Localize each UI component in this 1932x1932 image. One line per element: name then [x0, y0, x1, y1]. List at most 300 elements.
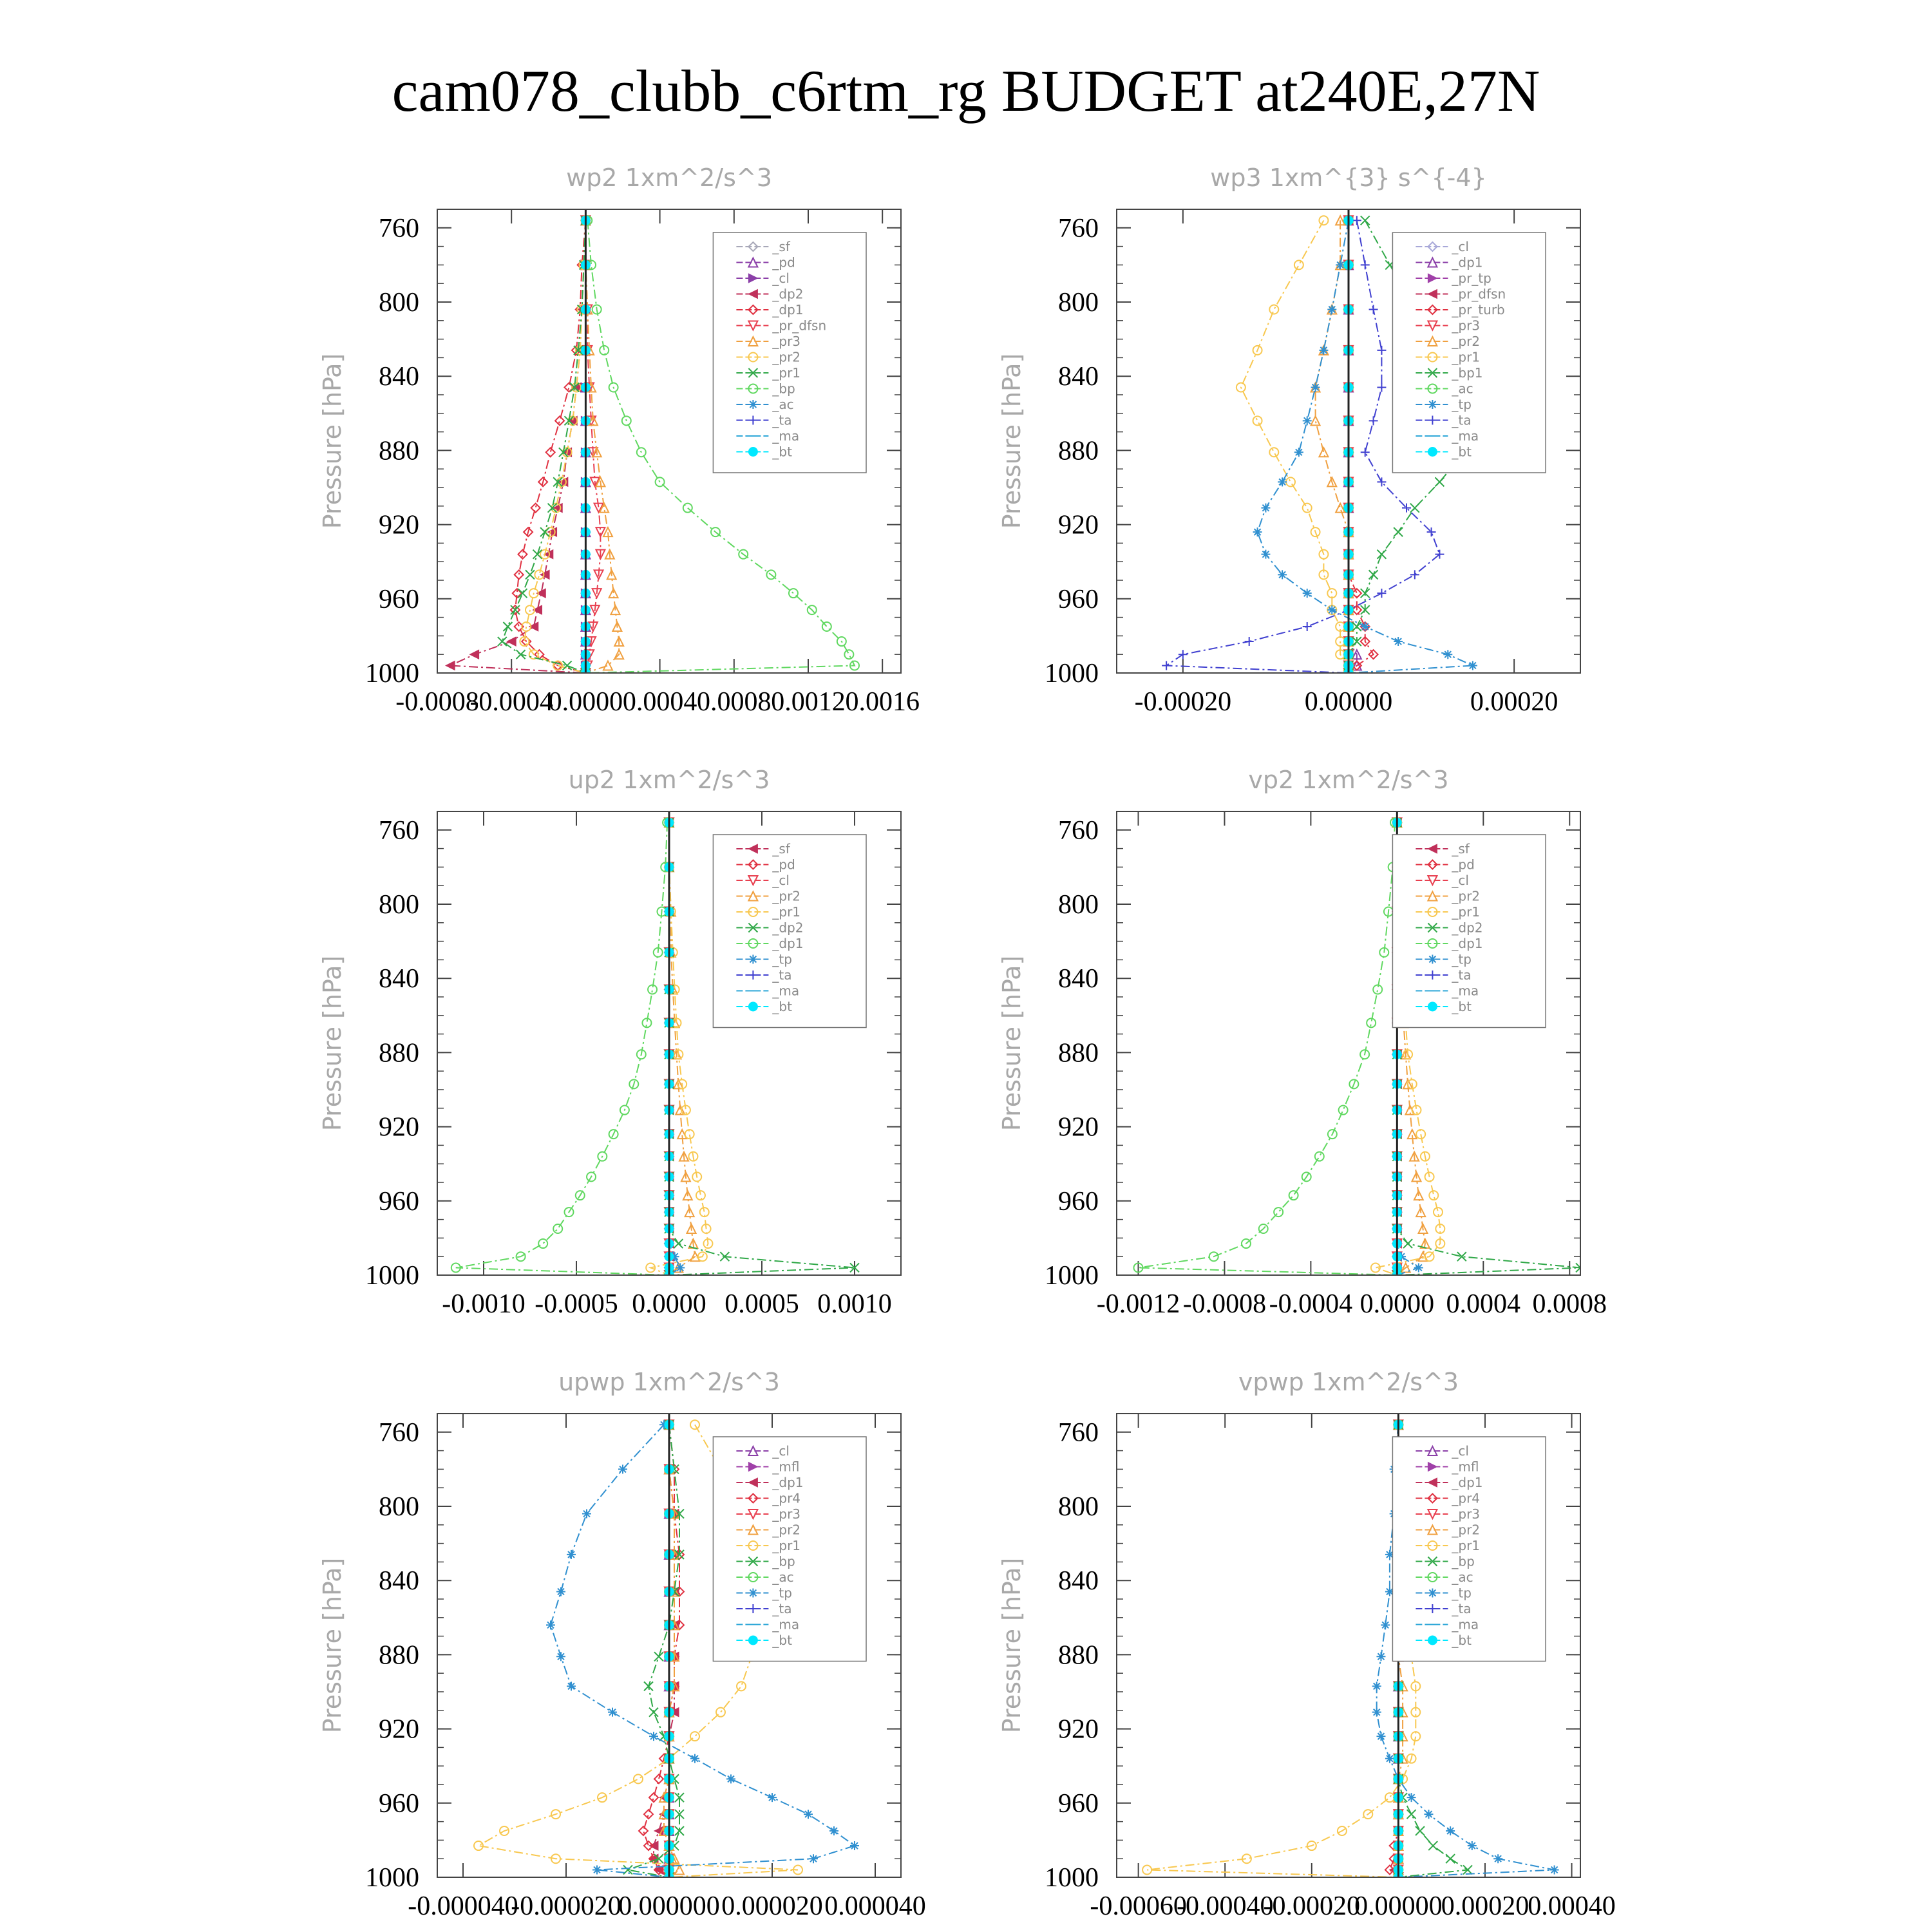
data-point — [1385, 1793, 1394, 1802]
legend-entry: _bt — [1452, 999, 1472, 1014]
y-tick-label: 880 — [1058, 1038, 1099, 1068]
data-point — [1394, 527, 1403, 536]
legend-marker — [748, 400, 757, 409]
data-point — [1372, 1681, 1381, 1690]
y-tick-label: 880 — [1058, 1640, 1099, 1671]
legend-entry: _dp1 — [1452, 1475, 1483, 1490]
legend-entry: _ac — [772, 397, 794, 412]
legend-entry: _dp1 — [1452, 254, 1483, 270]
data-point — [1361, 216, 1370, 225]
legend-entry: _bt — [1452, 444, 1472, 460]
data-point — [470, 650, 479, 659]
data-point — [1410, 504, 1419, 513]
data-point — [1385, 1754, 1394, 1763]
legend-entry: _mfl — [1452, 1459, 1479, 1475]
data-point — [1377, 346, 1386, 355]
data-point — [674, 1239, 683, 1248]
data-point — [1377, 589, 1386, 598]
legend-entry: _pr3 — [772, 1506, 801, 1522]
data-point — [1376, 1652, 1385, 1661]
legend-entry: _ma — [772, 428, 800, 444]
legend-entry: _bp — [1452, 1553, 1475, 1569]
y-tick-label: 1000 — [365, 1863, 419, 1893]
legend-entry: _pr1 — [1452, 1538, 1481, 1553]
legend-entry: _dp1 — [772, 936, 804, 951]
x-tick-label: -0.0008 — [395, 687, 479, 717]
page-title: cam078_clubb_c6rtm_rg BUDGET at240E,27N — [392, 58, 1540, 124]
y-tick-label: 840 — [1058, 964, 1099, 994]
y-tick-label: 920 — [1058, 1714, 1099, 1745]
legend-entry: _pd — [772, 254, 795, 270]
data-point — [518, 589, 527, 598]
data-point — [690, 1732, 699, 1741]
data-point — [1493, 1854, 1502, 1863]
legend-entry: _pr2 — [772, 349, 801, 365]
data-point — [675, 1865, 684, 1874]
legend-entry: _cl — [772, 270, 790, 286]
y-axis-label: Pressure [hPa] — [318, 353, 346, 529]
data-point — [822, 622, 831, 631]
x-tick-label: 0.000040 — [824, 1891, 926, 1921]
data-point — [546, 448, 555, 457]
chart-title: vpwp 1xm^2/s^3 — [1238, 1368, 1459, 1396]
series-line-pr2 — [524, 220, 585, 673]
x-tick-label: 0.0000 — [548, 687, 623, 717]
x-tick-label: 0.0008 — [1532, 1289, 1607, 1319]
data-point — [850, 1841, 859, 1850]
data-point — [1303, 589, 1312, 598]
data-point — [503, 622, 512, 631]
y-tick-label: 960 — [379, 1186, 419, 1217]
y-tick-label: 760 — [379, 213, 419, 243]
data-point — [726, 1774, 735, 1783]
y-tick-label: 1000 — [365, 659, 419, 688]
y-tick-label: 920 — [1058, 510, 1099, 540]
y-tick-label: 880 — [379, 436, 419, 466]
legend-entry: _cl — [1452, 239, 1469, 254]
y-tick-label: 760 — [379, 815, 419, 846]
chart-title: wp3 1xm^{3} s^{-4} — [1210, 164, 1487, 192]
legend-entry: _sf — [772, 841, 790, 857]
data-point — [676, 1263, 685, 1272]
legend-entry: _pr2 — [1452, 888, 1481, 904]
data-point — [690, 1420, 699, 1429]
legend-entry: _ta — [772, 1601, 792, 1616]
data-point — [546, 1620, 555, 1629]
data-point — [1319, 346, 1328, 355]
legend-entry: _pr_turb — [1452, 302, 1505, 317]
legend-entry: _pr_dfsn — [772, 317, 827, 334]
x-tick-label: 0.000020 — [721, 1891, 823, 1921]
data-point — [809, 1854, 818, 1863]
data-point — [1294, 260, 1303, 269]
data-point — [1424, 1810, 1433, 1819]
legend-entry: _cl — [1452, 873, 1469, 888]
legend-entry: _bp — [772, 381, 795, 397]
data-point — [1372, 1708, 1381, 1717]
chart-panel-3 — [318, 766, 901, 1319]
data-point — [1278, 477, 1287, 486]
x-tick-label: -0.0012 — [1096, 1289, 1180, 1319]
y-tick-label: 760 — [1058, 1417, 1099, 1448]
legend-marker — [748, 448, 757, 457]
data-point — [1369, 416, 1378, 425]
data-point — [1336, 260, 1345, 269]
y-tick-label: 800 — [379, 1492, 419, 1522]
data-point — [1443, 650, 1452, 659]
legend-entry: _cl — [772, 1443, 790, 1459]
legend-entry: _pr2 — [1452, 334, 1481, 349]
data-point — [1394, 637, 1403, 646]
y-tick-label: 920 — [1058, 1112, 1099, 1142]
chart-panel-2 — [998, 164, 1580, 717]
y-tick-label: 800 — [379, 890, 419, 920]
x-tick-label: 0.0004 — [1446, 1289, 1521, 1319]
y-tick-label: 1000 — [1045, 1261, 1099, 1291]
data-point — [556, 1587, 565, 1596]
data-point — [1286, 477, 1295, 486]
y-tick-label: 1000 — [1045, 659, 1099, 688]
legend-marker — [1428, 1589, 1437, 1598]
y-tick-label: 1000 — [365, 1261, 419, 1291]
data-point — [654, 1774, 663, 1783]
x-tick-label: -0.00020 — [1263, 1891, 1361, 1921]
data-point — [582, 1510, 591, 1519]
legend-entry: _tp — [1452, 951, 1472, 967]
x-tick-label: -0.0004 — [1269, 1289, 1353, 1319]
data-point — [844, 650, 853, 659]
y-tick-label: 760 — [1058, 815, 1099, 846]
legend-entry: _pr4 — [1452, 1490, 1481, 1506]
x-tick-label: 0.0010 — [817, 1289, 892, 1319]
legend-entry: _bt — [772, 999, 792, 1014]
legend-entry: _dp1 — [772, 302, 804, 317]
y-tick-label: 760 — [1058, 213, 1099, 243]
legend-entry: _sf — [1452, 841, 1470, 857]
legend-entry: _pr1 — [772, 365, 801, 381]
x-tick-label: 0.00000 — [1354, 1891, 1443, 1921]
legend-entry: _pr2 — [772, 888, 801, 904]
data-point — [592, 1865, 601, 1874]
legend-entry: _dp1 — [772, 1475, 804, 1490]
legend-marker — [1428, 448, 1437, 457]
data-point — [639, 1826, 648, 1835]
y-tick-label: 960 — [1058, 584, 1099, 614]
x-tick-label: -0.0010 — [442, 1289, 526, 1319]
chart-panel-6 — [998, 1368, 1616, 1921]
legend-entry: _tp — [1452, 1585, 1472, 1601]
data-point — [1274, 1208, 1283, 1217]
y-tick-label: 880 — [379, 1640, 419, 1671]
legend-entry: _bt — [772, 444, 792, 460]
y-tick-label: 800 — [1058, 288, 1099, 317]
data-point — [1369, 570, 1378, 579]
legend-marker — [748, 1589, 757, 1598]
legend-entry: _sf — [772, 239, 790, 254]
data-point — [1446, 1854, 1455, 1863]
data-point — [649, 1732, 658, 1741]
x-tick-label: 0.0016 — [845, 687, 920, 717]
data-point — [567, 1681, 576, 1690]
legend-entry: _pr1 — [772, 1538, 801, 1553]
legend-entry: _pr_dfsn — [1452, 286, 1506, 302]
data-point — [567, 1550, 576, 1559]
chart-panel-1 — [318, 164, 920, 717]
y-tick-label: 920 — [379, 1714, 419, 1745]
series-line-pr1 — [650, 822, 708, 1275]
data-point — [829, 1826, 838, 1835]
x-tick-label: 0.00020 — [1441, 1891, 1530, 1921]
legend-entry: _ma — [772, 983, 800, 999]
data-point — [683, 504, 692, 513]
legend-entry: _dp2 — [772, 286, 804, 302]
data-point — [1361, 260, 1370, 269]
data-point — [1327, 605, 1336, 614]
data-point — [1352, 216, 1361, 225]
legend-marker — [748, 1002, 757, 1011]
y-axis-label: Pressure [hPa] — [998, 353, 1026, 529]
data-point — [1381, 1620, 1390, 1629]
data-point — [716, 1708, 725, 1717]
data-point — [1361, 448, 1370, 457]
data-point — [608, 1708, 617, 1717]
data-point — [609, 589, 618, 598]
data-point — [1253, 527, 1262, 536]
legend-entry: _tp — [772, 951, 792, 967]
data-point — [553, 1224, 562, 1233]
y-tick-label: 840 — [379, 964, 419, 994]
legend-entry: _pr3 — [1452, 1506, 1481, 1522]
data-point — [1369, 305, 1378, 314]
data-point — [1468, 1841, 1477, 1850]
legend-entry: _cl — [1452, 1443, 1469, 1459]
data-point — [555, 416, 564, 425]
x-tick-label: -0.00020 — [1134, 687, 1232, 717]
chart-panel-5 — [318, 1368, 926, 1921]
legend-entry: _ma — [772, 1616, 800, 1633]
x-tick-label: 0.00040 — [1528, 1891, 1616, 1921]
data-point — [1319, 448, 1328, 457]
data-point — [1261, 504, 1270, 513]
data-point — [649, 1793, 658, 1802]
series-line-dp1 — [1139, 822, 1397, 1275]
data-point — [1303, 622, 1312, 631]
data-point — [644, 1810, 653, 1819]
y-tick-label: 960 — [379, 584, 419, 614]
data-point — [556, 1652, 565, 1661]
legend-entry: _pr1 — [772, 904, 801, 920]
x-tick-label: -0.0004 — [469, 687, 553, 717]
y-tick-label: 920 — [379, 510, 419, 540]
data-point — [1311, 383, 1320, 392]
legend-entry: _tp — [772, 1585, 792, 1601]
data-point — [446, 661, 455, 670]
legend-entry: _pd — [772, 857, 795, 873]
chart-title: up2 1xm^2/s^3 — [568, 766, 770, 794]
y-tick-label: 760 — [379, 1417, 419, 1448]
legend-entry: _pr3 — [772, 334, 801, 349]
x-tick-label: -0.00060 — [1090, 1891, 1187, 1921]
data-point — [1303, 504, 1312, 513]
legend-entry: _tp — [1452, 397, 1472, 412]
data-point — [1294, 448, 1303, 457]
chart-title: upwp 1xm^2/s^3 — [558, 1368, 780, 1396]
series-line-dp2 — [450, 220, 585, 673]
data-point — [1289, 1191, 1298, 1200]
data-point — [634, 1774, 643, 1783]
x-tick-label: 0.00020 — [1470, 687, 1558, 717]
x-tick-label: -0.0005 — [535, 1289, 618, 1319]
x-tick-label: 0.00000 — [1304, 687, 1393, 717]
data-point — [1428, 1841, 1437, 1850]
series-line-pr1 — [1147, 1425, 1416, 1877]
data-point — [1339, 1106, 1348, 1115]
data-point — [1550, 1865, 1559, 1874]
y-tick-label: 800 — [1058, 890, 1099, 920]
data-point — [526, 570, 535, 579]
y-tick-label: 800 — [1058, 1492, 1099, 1522]
data-point — [516, 650, 526, 659]
data-point — [1361, 622, 1370, 631]
data-point — [1303, 416, 1312, 425]
data-point — [1319, 216, 1328, 225]
x-tick-label: 0.0008 — [697, 687, 772, 717]
legend-marker — [1428, 400, 1437, 409]
legend-entry: _dp1 — [1452, 936, 1483, 951]
x-tick-label: -0.00040 — [1176, 1891, 1274, 1921]
legend-entry: _dp2 — [1452, 920, 1483, 936]
data-point — [618, 1464, 627, 1473]
data-point — [737, 1681, 746, 1690]
data-point — [1410, 570, 1419, 579]
legend-marker — [748, 955, 757, 964]
y-tick-label: 880 — [1058, 436, 1099, 466]
legend-entry: _ta — [1452, 412, 1472, 428]
data-point — [1245, 637, 1254, 646]
chart-title: wp2 1xm^2/s^3 — [566, 164, 772, 192]
data-point — [538, 1239, 547, 1248]
data-point — [1269, 448, 1278, 457]
legend-marker — [748, 1636, 757, 1645]
legend-entry: _ma — [1452, 1616, 1479, 1633]
legend-entry: _pr4 — [772, 1490, 801, 1506]
legend-marker — [1428, 955, 1437, 964]
data-point — [1327, 305, 1336, 314]
legend-entry: _ac — [772, 1569, 794, 1585]
legend-entry: _pr2 — [772, 1522, 801, 1538]
y-tick-label: 880 — [379, 1038, 419, 1068]
legend-entry: _ma — [1452, 983, 1479, 999]
data-point — [1429, 1191, 1438, 1200]
legend-entry: _bp — [772, 1553, 795, 1569]
data-point — [1377, 383, 1386, 392]
data-point — [1261, 550, 1270, 559]
x-tick-label: -0.000040 — [408, 1891, 518, 1921]
data-point — [563, 661, 572, 670]
legend-entry: _pr3 — [1452, 317, 1481, 334]
data-point — [1407, 1793, 1416, 1802]
data-point — [1414, 1263, 1423, 1272]
data-point — [1446, 1826, 1455, 1835]
y-tick-label: 840 — [1058, 1566, 1099, 1596]
y-tick-label: 960 — [1058, 1186, 1099, 1217]
data-point — [1311, 416, 1320, 425]
y-tick-label: 840 — [379, 1566, 419, 1596]
legend-marker — [1428, 1636, 1437, 1645]
y-axis-label: Pressure [hPa] — [998, 955, 1026, 1132]
legend-entry: _pd — [1452, 857, 1475, 873]
chart-panel-4 — [998, 766, 1607, 1319]
x-tick-label: 0.0000 — [1359, 1289, 1435, 1319]
legend-entry: _ac — [1452, 381, 1473, 397]
chart-title: vp2 1xm^2/s^3 — [1248, 766, 1449, 794]
y-tick-label: 800 — [379, 288, 419, 317]
data-point — [690, 1754, 699, 1763]
x-tick-label: 0.0004 — [622, 687, 697, 717]
data-point — [531, 504, 540, 513]
legend-entry: _ta — [772, 967, 792, 983]
data-point — [1435, 477, 1444, 486]
legend-entry: _ta — [1452, 1601, 1472, 1616]
legend-entry: _dp2 — [772, 920, 804, 936]
y-axis-label: Pressure [hPa] — [318, 955, 346, 1132]
data-point — [1403, 1239, 1412, 1248]
x-tick-label: 0.0005 — [724, 1289, 799, 1319]
data-point — [768, 1793, 777, 1802]
data-point — [1278, 570, 1287, 579]
x-tick-label: 0.0000 — [632, 1289, 706, 1319]
legend-entry: _ma — [1452, 428, 1479, 444]
data-point — [511, 605, 520, 614]
data-point — [649, 1708, 658, 1717]
data-point — [1162, 661, 1171, 670]
data-point — [1407, 1810, 1416, 1819]
y-tick-label: 960 — [1058, 1788, 1099, 1819]
data-point — [1269, 305, 1278, 314]
legend-entry: _pr1 — [1452, 349, 1481, 365]
data-point — [1179, 650, 1188, 659]
x-tick-label: 0.0012 — [771, 687, 846, 717]
x-tick-label: -0.0008 — [1182, 1289, 1267, 1319]
legend-entry: _pr_tp — [1452, 270, 1492, 286]
y-tick-label: 960 — [379, 1788, 419, 1819]
data-point — [1315, 1152, 1324, 1161]
legend-entry: _ta — [1452, 967, 1472, 983]
data-point — [1376, 1732, 1385, 1741]
data-point — [1416, 1826, 1425, 1835]
x-tick-label: -0.000020 — [511, 1891, 621, 1921]
data-point — [804, 1810, 813, 1819]
series-line-dp1 — [515, 220, 585, 673]
data-point — [654, 1652, 663, 1661]
series-line-dp1 — [456, 822, 669, 1275]
legend-entry: _ta — [772, 412, 792, 428]
legend-entry: _pr1 — [1452, 904, 1481, 920]
data-point — [1253, 416, 1262, 425]
legend-entry: _bp1 — [1452, 365, 1483, 381]
y-tick-label: 920 — [379, 1112, 419, 1142]
data-point — [1377, 550, 1386, 559]
y-tick-label: 840 — [1058, 362, 1099, 392]
y-axis-label: Pressure [hPa] — [318, 1557, 346, 1734]
legend-entry: _ac — [1452, 1569, 1473, 1585]
y-tick-label: 1000 — [1045, 1863, 1099, 1893]
legend-marker — [1428, 1002, 1437, 1011]
data-point — [1468, 661, 1477, 670]
y-axis-label: Pressure [hPa] — [998, 1557, 1026, 1734]
legend-entry: _mfl — [772, 1459, 800, 1475]
legend-entry: _pr2 — [1452, 1522, 1481, 1538]
